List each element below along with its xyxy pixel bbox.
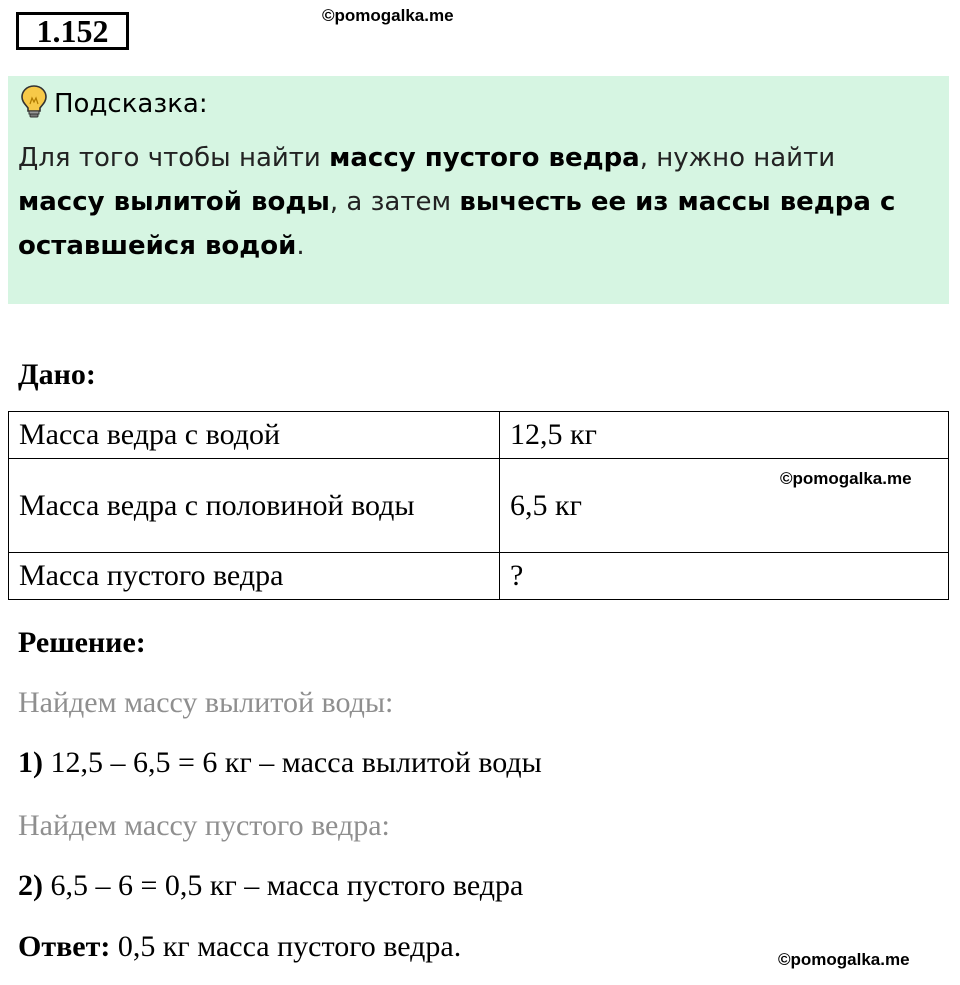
hint-text-3: , а затем bbox=[329, 187, 460, 217]
solution-step-1 bbox=[18, 744, 542, 782]
step-2-text: 6,5 – 6 = 0,5 кг – масса пустого ведра bbox=[50, 869, 524, 902]
watermark-table: ©pomogalka.me bbox=[780, 469, 912, 488]
step-1-number: 1) bbox=[18, 746, 43, 779]
task-number: 1.152 bbox=[16, 12, 129, 50]
answer-label: Ответ: bbox=[18, 930, 111, 963]
hint-text bbox=[18, 136, 938, 268]
answer bbox=[18, 928, 461, 966]
hint-title-text: Подсказка: bbox=[54, 89, 208, 119]
given-title: Дано: bbox=[18, 358, 96, 391]
given-label: Масса ведра с половиной воды bbox=[9, 459, 500, 553]
watermark-top: ©pomogalka.me bbox=[322, 6, 454, 25]
step-2-number: 2) bbox=[18, 869, 43, 902]
table-row bbox=[9, 412, 949, 459]
watermark-bottom: ©pomogalka.me bbox=[778, 950, 910, 969]
hint-text-1: Для того чтобы найти bbox=[18, 143, 330, 173]
given-table bbox=[8, 411, 949, 600]
hint-title bbox=[20, 84, 208, 130]
solution-step-2 bbox=[18, 867, 523, 905]
table-row bbox=[9, 553, 949, 600]
solution-title: Решение: bbox=[18, 626, 146, 659]
hint-bold-3: вычесть ее из массы ведра с оставшейся водой bbox=[18, 187, 896, 261]
table-row bbox=[9, 459, 949, 553]
given-value-cell bbox=[500, 459, 949, 553]
solution-hint-2: Найдем массу пустого ведра: bbox=[18, 809, 390, 842]
answer-text: 0,5 кг масса пустого ведра. bbox=[117, 930, 462, 963]
given-value: 6,5 кг bbox=[510, 488, 582, 522]
step-1-text: 12,5 – 6,5 = 6 кг – масса вылитой воды bbox=[50, 746, 542, 779]
solution-hint-1: Найдем массу вылитой воды: bbox=[18, 686, 394, 719]
hint-text-2: , нужно найти bbox=[639, 143, 836, 173]
hint-text-4: . bbox=[296, 231, 305, 261]
given-value: ? bbox=[500, 553, 949, 600]
hint-bold-2: массу вылитой воды bbox=[18, 187, 330, 217]
given-value: 12,5 кг bbox=[500, 412, 949, 459]
given-label: Масса пустого ведра bbox=[9, 553, 500, 600]
hint-bold-1: массу пустого ведра bbox=[329, 143, 640, 173]
given-label: Масса ведра с водой bbox=[9, 412, 500, 459]
lightbulb-icon bbox=[20, 84, 48, 130]
